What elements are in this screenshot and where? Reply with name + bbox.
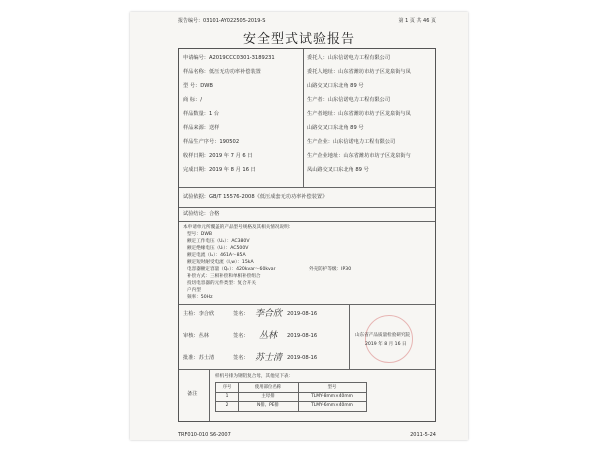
- scope-line: 额定短时耐受电流（I꜀w）：15kA: [187, 260, 254, 265]
- scope-line: 外壳防护等级：IP30: [309, 267, 352, 272]
- received-date: 收样日期：2019 年 7 月 6 日: [183, 153, 253, 159]
- divider: [179, 304, 435, 305]
- issuing-date: 2019 年 8 月 16 日: [365, 342, 407, 347]
- client-address-2: 山路交叉口东北角 89 号: [307, 83, 364, 89]
- report-number-value: 03101-AY022505-2019-S: [203, 18, 266, 24]
- divider: [179, 369, 435, 370]
- approver: 批准：苏士清: [183, 355, 215, 361]
- table-cell: 2: [225, 403, 229, 408]
- report-number: [178, 17, 265, 24]
- column-divider: [349, 304, 350, 369]
- reviewer: 审核：丛林: [183, 333, 209, 339]
- official-seal: [365, 315, 413, 363]
- scope-line: 电容器额定容量（Qₙ）：420kvar～60kvar: [187, 267, 276, 272]
- sample-quantity: 样品数量：1 台: [183, 111, 220, 117]
- scope-line: 额定工作电压（Uₑ）：AC380V: [187, 239, 250, 244]
- trademark: 商 标：/: [183, 97, 202, 103]
- manufacturer: 生产者：山东信诺电力工程有限公司: [307, 97, 391, 103]
- sign-label: 签名：: [233, 333, 249, 339]
- scope-line: 频率：50Hz: [187, 295, 213, 300]
- table-header: 型号: [327, 385, 337, 390]
- scope-line: 额定绝缘电压（Uᵢ）：AC500V: [187, 246, 249, 251]
- sample-name: 样品名称：低压无功功率补偿装置: [183, 69, 261, 75]
- scope-line: 补偿方式：三相补偿和单相补偿组合: [187, 274, 261, 279]
- report-number-label: 报告编号：: [178, 18, 204, 24]
- signature-image: 苏士清: [255, 353, 283, 363]
- table-cell: TLMY-6mm×40mm: [311, 403, 353, 408]
- manufacturer-address-1: 生产者地址：山东省潍坊市坊子区龙泉街与凤: [307, 111, 411, 117]
- form-date: 2011-5-24: [410, 432, 436, 438]
- form-code: TRF010-010 S6-2007: [178, 432, 231, 438]
- table-cell: 1: [225, 394, 229, 399]
- remarks-note: 样机号排为钢铝复合母，其他见下表：: [215, 374, 294, 379]
- client: 委托人：山东信诺电力工程有限公司: [307, 55, 391, 61]
- sign-date: 2019-08-16: [287, 311, 318, 317]
- report-page: [130, 12, 468, 440]
- sign-label: 签名：: [233, 311, 249, 317]
- divider: [179, 221, 435, 222]
- factory-address-2: 凤山路交叉口东北角 89 号: [307, 167, 369, 173]
- issuing-organization: 山东省产品质量检验研究院: [355, 333, 411, 338]
- sign-date: 2019-08-16: [287, 355, 318, 361]
- remark-divider: [209, 369, 210, 421]
- divider: [179, 187, 435, 188]
- column-divider: [303, 49, 304, 187]
- divider: [179, 207, 435, 208]
- application-number: 申请编号：A2019CCC0301-3189231: [183, 55, 275, 61]
- scope-line: 型号：DWB: [187, 232, 213, 237]
- factory: 生产企业：山东信诺电力工程有限公司: [307, 139, 396, 145]
- completion-date: 完成日期：2019 年 8 月 16 日: [183, 167, 256, 173]
- scope-line: 户内型: [187, 288, 201, 293]
- table-cell: 主母排: [261, 394, 275, 399]
- test-basis: 试验依据：GB/T 15576-2008《低压成套无功功率补偿装置》: [183, 194, 328, 200]
- table-header: 使用部位名称: [254, 385, 282, 390]
- client-address-1: 委托人地址：山东省潍坊市坊子区龙泉街与凤: [307, 69, 411, 75]
- materials-table: [215, 382, 367, 412]
- table-header: 序号: [222, 385, 232, 390]
- production-serial: 样品生产序号：190502: [183, 139, 240, 145]
- model: 型 号：DWB: [183, 83, 213, 89]
- factory-address-1: 生产企业地址：山东省潍坊市坊子区龙泉街与: [307, 153, 411, 159]
- table-cell: N排、PE排: [257, 403, 279, 408]
- remarks-label: 备注: [187, 391, 198, 397]
- sign-label: 签名：: [233, 355, 249, 361]
- main-inspector: 主检：李合欣: [183, 311, 215, 317]
- scope-line: 额定电流（Iₑ）：461A～85A: [187, 253, 246, 258]
- sign-date: 2019-08-16: [287, 333, 318, 339]
- signature-image: 李合欣: [255, 309, 283, 319]
- test-conclusion: 试验结论：合格: [183, 211, 220, 217]
- report-title: 安全型式试验报告: [242, 32, 355, 47]
- scope-line: 投切电容器的元件类型：复合开关: [187, 281, 256, 286]
- page-info: 第 1 页 共 46 页: [398, 18, 436, 24]
- sample-source: 样品来源：送样: [183, 125, 220, 131]
- table-cell: TLMY-8mm×40mm: [311, 394, 353, 399]
- manufacturer-address-2: 山路交叉口东北角 89 号: [307, 125, 364, 131]
- report-frame: [178, 48, 436, 422]
- signature-image: 丛林: [259, 331, 278, 341]
- scope-intro: 本申请单元所覆盖的产品型号规格及其相关情况说明：: [183, 225, 294, 230]
